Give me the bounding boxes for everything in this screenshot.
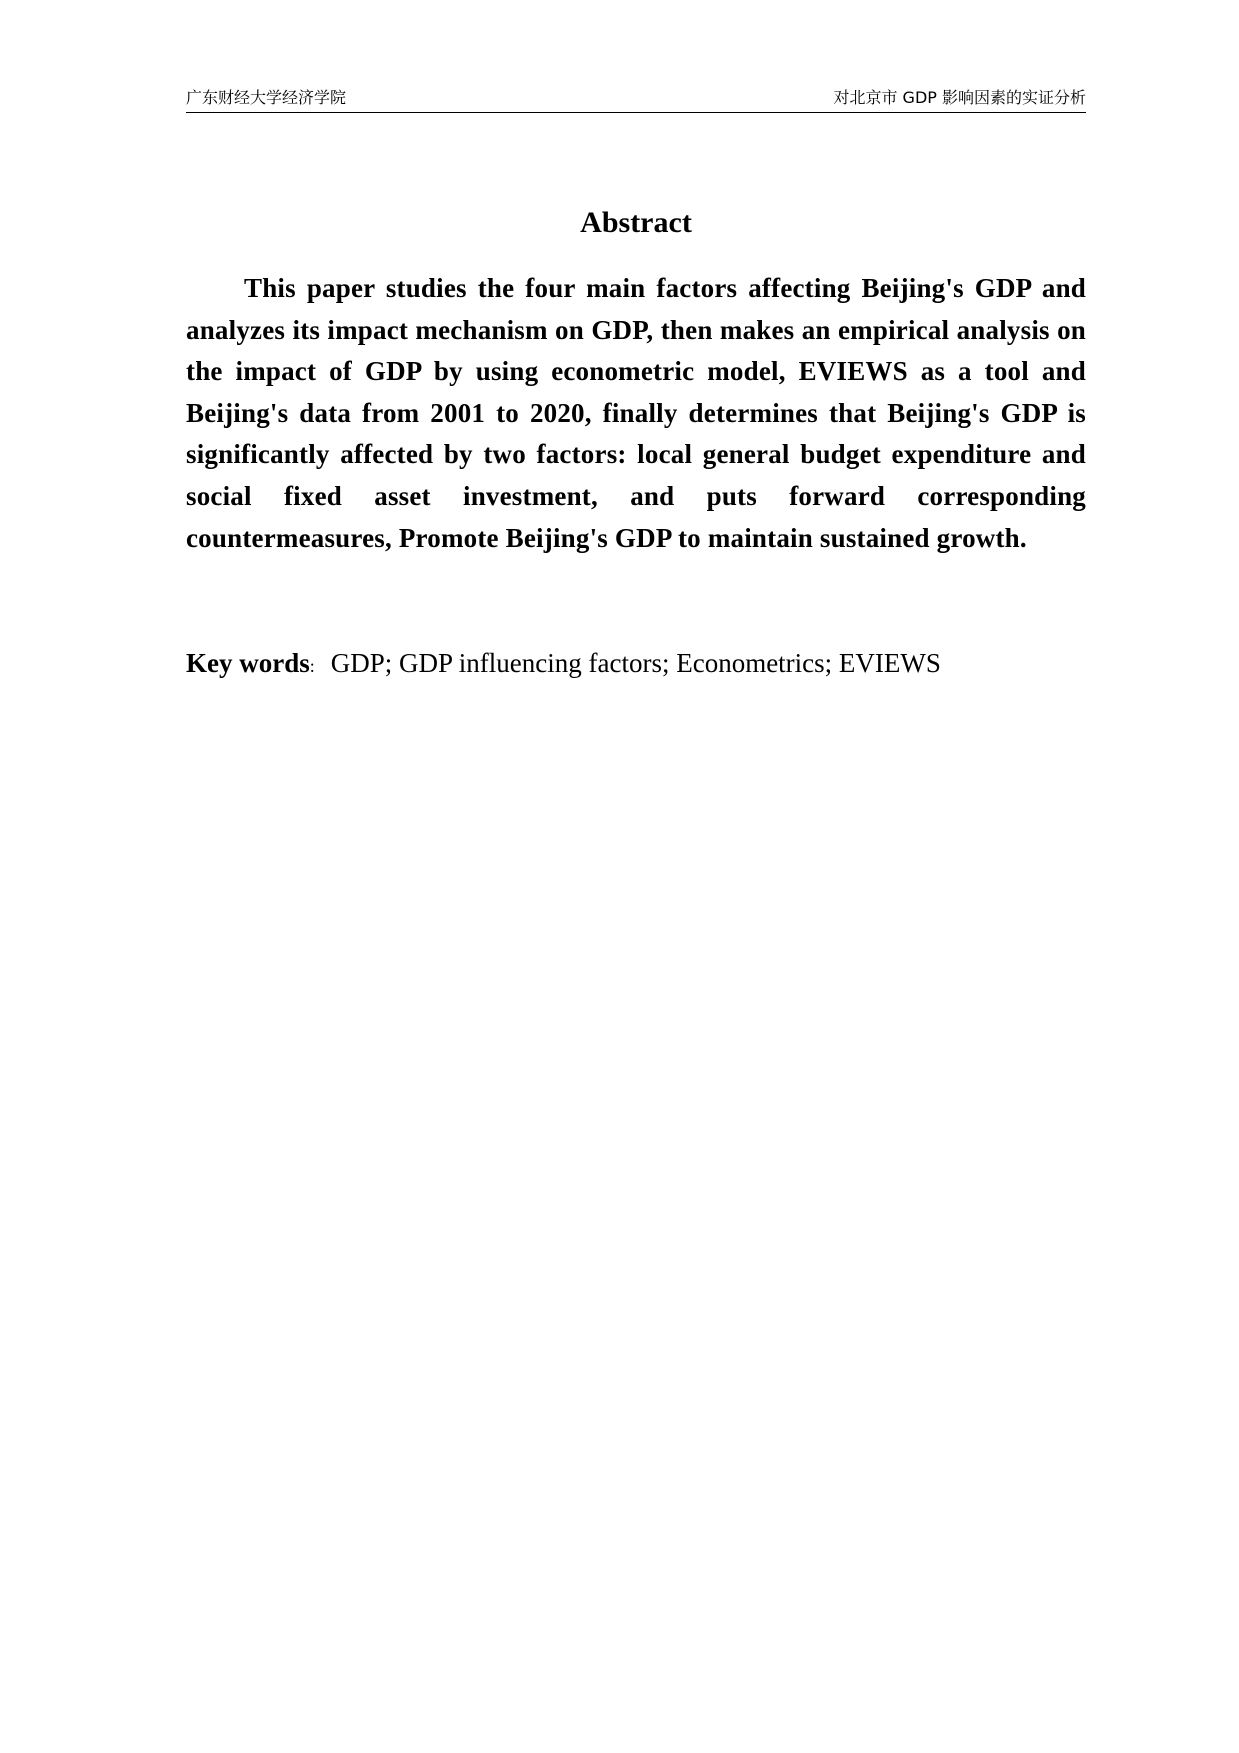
header-institution: 广东财经大学经济学院 xyxy=(186,88,347,107)
keywords-separator: : xyxy=(309,656,315,676)
header-paper-title: 对北京市 GDP 影响因素的实证分析 xyxy=(833,88,1086,107)
abstract-body: This paper studies the four main factors affecting Beijing's GDP and analyzes its impact mechanism on GDP, then makes an empirical analysis on the impact of GDP by using econometric model, EVIEWS as a tool and Beijing's data from 2001 to 2020, finally determines that Beijing's GDP is significantly affected by two factors: local general budget expenditure and social fixed asset investment, and puts forward corresponding countermeasures, Promote Beijing's GDP to maintain sustained growth. xyxy=(186,273,1086,553)
keywords xyxy=(186,643,1086,686)
keywords-label: Key words xyxy=(186,648,310,678)
page-header xyxy=(186,86,1086,113)
keywords-text: GDP; GDP influencing factors; Econometrics; EVIEWS xyxy=(330,648,941,678)
abstract-title: Abstract xyxy=(580,206,692,239)
